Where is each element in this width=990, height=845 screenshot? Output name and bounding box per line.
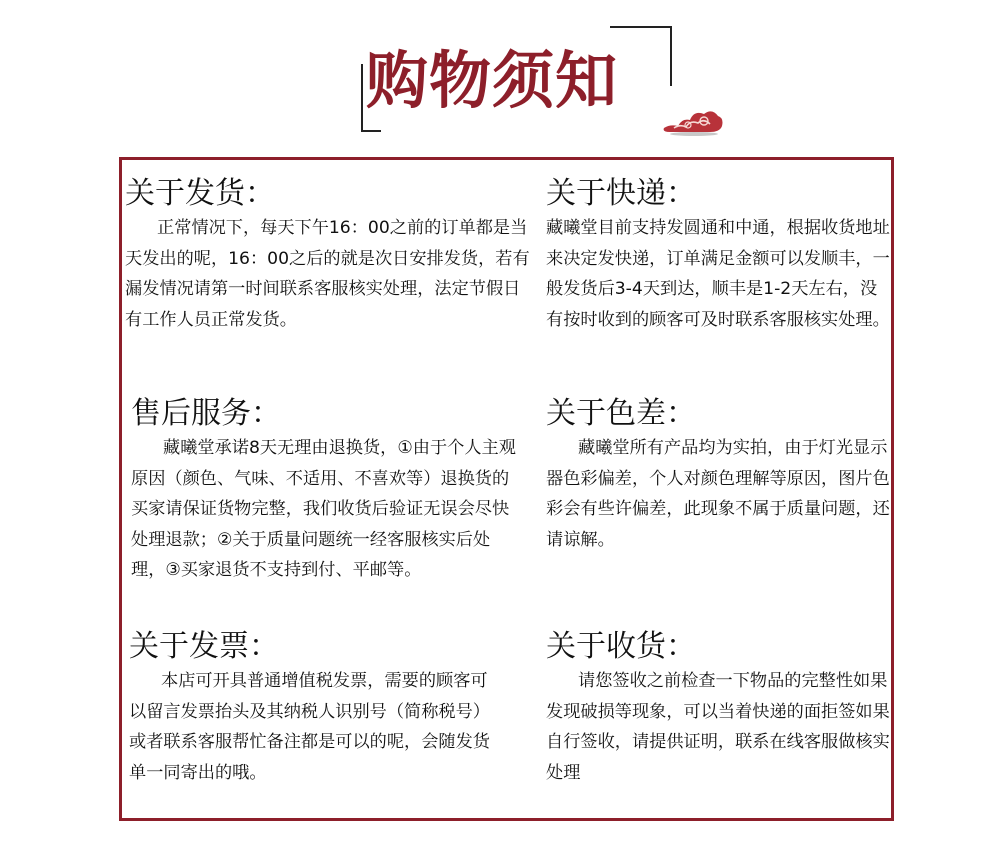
section-body-shipping: 正常情况下，每天下午16：00之前的订单都是当天发出的呢，16：00之后的就是次日安排发货，若有漏发情况请第一时间联系客服核实处理，法定节假日有工作人员正常发货。 <box>125 218 530 330</box>
section-heading-express: 关于快递： <box>546 176 696 211</box>
section-heading-invoice: 关于发票： <box>129 629 279 664</box>
section-invoice <box>129 630 497 788</box>
section-color <box>546 397 891 555</box>
section-heading-aftersale: 售后服务： <box>131 396 281 431</box>
page-title: 购物须知 <box>366 44 619 117</box>
section-body-receipt: 请您签收之前检查一下物品的完整性如果发现破损等现象，可以当着快递的面拒签如果自行签收，请提供证明，联系在线客服做核实处理 <box>546 671 890 783</box>
section-receipt <box>546 630 891 788</box>
section-body-color: 藏曦堂所有产品均为实拍，由于灯光显示器色彩偏差，个人对颜色理解等原因，图片色彩会有些许偏差，此现象不属于质量问题，还请谅解。 <box>546 438 890 550</box>
section-shipping <box>125 177 537 335</box>
section-heading-shipping: 关于发货： <box>125 176 275 211</box>
section-heading-receipt: 关于收货： <box>546 629 696 664</box>
section-aftersale <box>131 397 521 586</box>
section-express <box>546 177 891 335</box>
section-body-express: 藏曦堂目前支持发圆通和中通，根据收货地址来决定发快递，订单满足金额可以发顺丰，一般发货后3-4天到达，顺丰是1-2天左右，没有按时收到的顾客可及时联系客服核实处理。 <box>546 218 890 330</box>
section-body-aftersale: 藏曦堂承诺8天无理由退换货，①由于个人主观原因（颜色、气味、不适用、不喜欢等）退换货的买家请保证货物完整，我们收货后验证无误会尽快处理退款；②关于质量问题统一经客服核实后处理，③买家退货不支持到付、平邮等。 <box>131 438 516 580</box>
auspicious-cloud-icon <box>660 94 726 136</box>
section-heading-color: 关于色差： <box>546 396 696 431</box>
section-body-invoice: 本店可开具普通增值税发票，需要的顾客可以留言发票抬头及其纳税人识别号（简称税号）或者联系客服帮忙备注都是可以的呢，会随发货单一同寄出的哦。 <box>129 671 490 783</box>
